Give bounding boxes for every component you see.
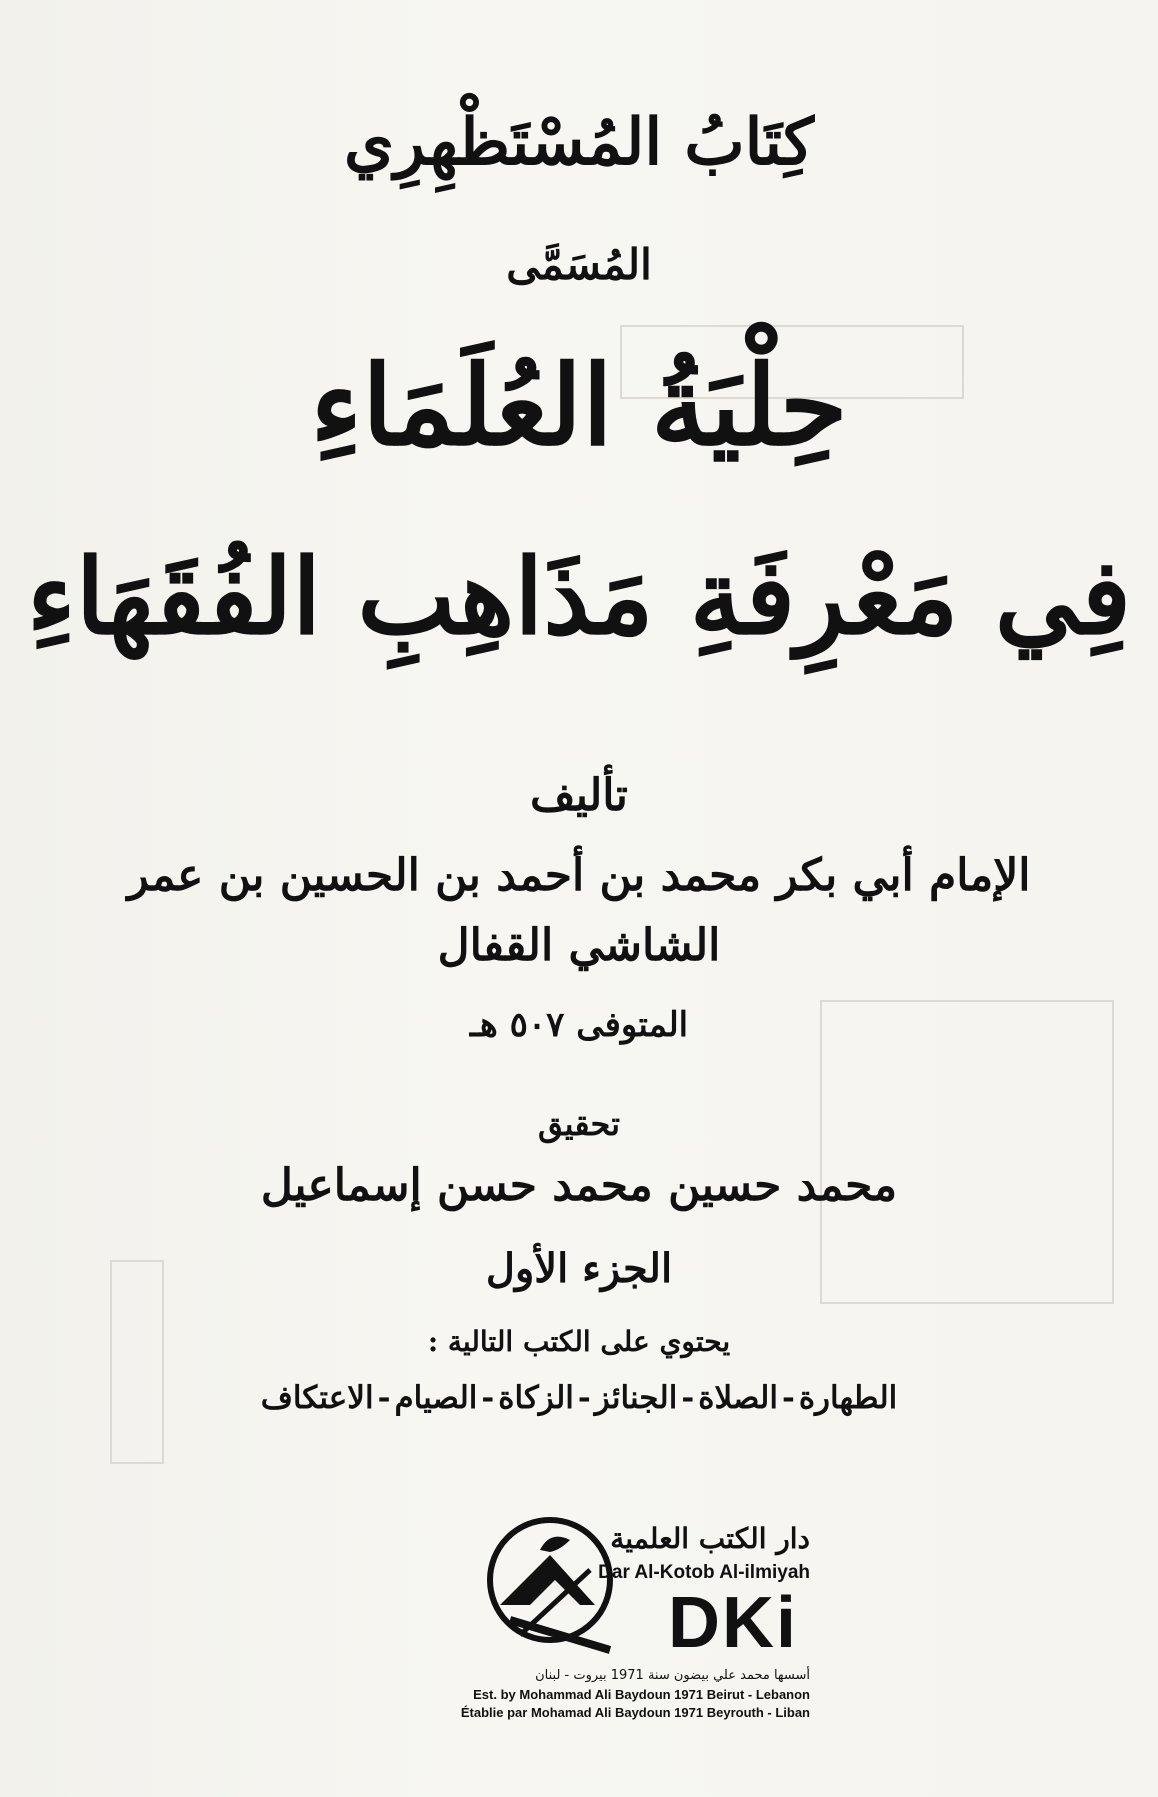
author-name-line2: الشاشي القفال	[437, 920, 721, 971]
publisher-name-en: Dar Al-Kotob Al-ilmiyah	[598, 1562, 810, 1583]
book-item: الصلاة	[698, 1380, 778, 1416]
publisher-logo-icon	[480, 1510, 630, 1660]
authorship-label: تأليف	[530, 770, 628, 821]
publisher-name-ar: دار الكتب العلمية	[610, 1522, 810, 1555]
series-title: كِتَابُ المُسْتَظْهِرِي	[344, 105, 814, 180]
death-date: المتوفى ٥٠٧ هـ	[469, 1005, 689, 1045]
publisher-block	[460, 1500, 810, 1725]
publisher-est-fr: Établie par Mohamad Ali Baydoun 1971 Beyrouth - Liban	[460, 1705, 810, 1720]
named-label: المُسَمَّى	[506, 240, 652, 289]
book-item: الصيام	[394, 1380, 478, 1416]
book-item: الزكاة	[498, 1380, 574, 1416]
publisher-est-en: Est. by Mohammad Ali Baydoun 1971 Beirut - Lebanon	[473, 1687, 810, 1702]
book-item: الجنائز	[594, 1380, 678, 1416]
author-name-line1: الإمام أبي بكر محمد بن أحمد بن الحسين بن عمر	[127, 850, 1031, 901]
books-list: الطهارة-الصلاة-الجنائز-الزكاة-الصيام-الاعتكاف	[260, 1380, 898, 1416]
contains-label: يحتوي على الكتب التالية :	[427, 1325, 731, 1358]
publisher-acronym: DKi	[668, 1583, 798, 1663]
book-item: الاعتكاف	[260, 1380, 374, 1416]
volume-label: الجزء الأول	[485, 1245, 673, 1292]
editing-label: تحقيق	[537, 1105, 621, 1143]
main-title-line1: حِلْيَةُ العُلَمَاءِ	[310, 341, 848, 470]
main-title-line2: فِي مَعْرِفَةِ مَذَاهِبِ الفُقَهَاءِ	[26, 535, 1132, 658]
book-item: الطهارة	[798, 1380, 898, 1416]
editor-name: محمد حسين محمد حسن إسماعيل	[260, 1160, 898, 1211]
publisher-est-ar: أسسها محمد علي بيضون سنة 1971 بيروت - لبنان	[535, 1668, 810, 1683]
